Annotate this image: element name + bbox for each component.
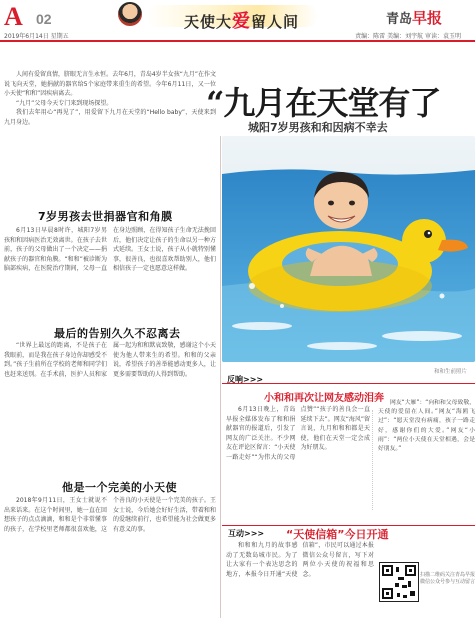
page-title: “九月在天堂有了 — [206, 84, 441, 122]
reaction-title: 小和和再次让网友感动泪奔 — [264, 393, 384, 404]
reaction-body: 6月13日晚上，青岛早报全媒体发布了和和捐献器官的报道后，引发了网友的广泛关注。不少网友在评论区留言：“小天使一路走好”“为伟大的父母点赞”“孩子的善良会一直延续下去”。网友“海风”留言说，九月和和和都是天使，他们在天堂一定会成为好朋友。 — [226, 406, 370, 461]
column-dotted-divider — [372, 410, 373, 510]
interact-title: “天使信箱”今日开通 — [286, 528, 389, 541]
column-divider — [220, 136, 221, 618]
section2-body: “世界上最远的距离，不是孩子在我眼前，而是我在孩子身边你却感受不到。”孩子生前所在学校的老师和同学们也赶来送别。在手术前，医护人员和家属一起为和和默哀致敬，感谢这个小天使为他人带来生的希望。和和的父亲说，希望孩子的善举能感动更多人，让更多需要帮助的人得到帮助。 — [4, 342, 216, 378]
qr-code[interactable] — [379, 562, 419, 602]
section1-title: 7岁男孩去世捐器官和角膜 — [38, 210, 173, 223]
edition-letter: A — [4, 2, 23, 31]
photo-illustration — [222, 136, 475, 362]
section3-title: 他是一个完美的小天使 — [62, 481, 177, 494]
section2-title: 最后的告别久久不忍离去 — [54, 327, 181, 340]
reaction-side-body: 网友“大雁”：“向和和父母致敬，天使的爱留在人间。”网友“海鸥飞过”：“愿天堂没有病痛，孩子一路走好，感谢你们的大爱。”网友“小雨”：“两位小天使在天堂相遇，会是好朋友。” — [378, 400, 475, 453]
interact-body: 和和和九月的故事感动了无数岛城市民。为了让大家有一个表达思念的地方，本报今日开通“天使信箱”，市民可以通过本报微信公众号留言，写下对两位小天使的祝福和思念。 — [226, 542, 374, 578]
reaction-label: 反响>>> — [227, 375, 264, 384]
section3-body: 2018年9月11日，王女士就说不出来话来。在这个时间里，她一直在回想孩子的点点滴滴，和和是个非常懂事的孩子，在学校里老师都很喜欢他，这个善良的小天使是一个完美的孩子。王女士说，今后她会好好生活，带着和和的爱继续前行，也希望能为社会做更多有意义的事。 — [4, 497, 216, 533]
header-rule — [0, 40, 475, 42]
page-number: 02 — [36, 11, 52, 27]
page-subtitle: 城阳7岁男孩和和因病不幸去 — [248, 121, 388, 134]
qr-caption: 扫描二维码关注青岛早报微信公众号参与互动留言 — [420, 572, 475, 585]
boy-photo — [222, 136, 475, 362]
header-avatar-photo — [118, 2, 142, 26]
section-banner-title: 天使大爱留人间 — [184, 11, 300, 32]
lead-intro: 人间有爱留真情，脐眼无言生永恒。去年6月，青岛4岁半女孩“九月”在作文说飞向天堂，她捐献的器官给5个家庭带来重生的希望。今年6月11日，又一位小天使“和和”因疾病离去。 “九月”父母今天专门来到现场探望。 我们去年用心“再见了”，用爱留下九月在天堂的“Hello baby”，天使来到九月身边。 — [4, 71, 216, 126]
date-line: 2019年6月14日 星期五 — [4, 33, 69, 40]
banner-heart-word: 爱 — [232, 11, 252, 32]
page-header — [0, 0, 475, 40]
newspaper-logo: 青岛早报 — [386, 9, 443, 27]
interact-label: 互动>>> — [228, 529, 265, 538]
section1-body: 6月13日早晨8时许，城阳7岁男孩和和因病医治无效离世。在孩子去世前，孩子的父母做出了一个决定——捐献孩子的器官和角膜。“和和”被诊断为脑部疾病，在医院治疗期间，父母一直在身边照顾，在得知孩子生命无法挽回后，他们决定让孩子的生命以另一种方式延续。王女士说，孩子从小就特别懂事，很善良，也很喜欢帮助别人，他们相信孩子一定也愿意这样做。 — [4, 227, 216, 273]
photo-caption: 和和生前照片 — [434, 369, 468, 375]
staff-line: 责编：陈雷 美编：刘宇航 审读：袁玉明 — [355, 33, 461, 40]
